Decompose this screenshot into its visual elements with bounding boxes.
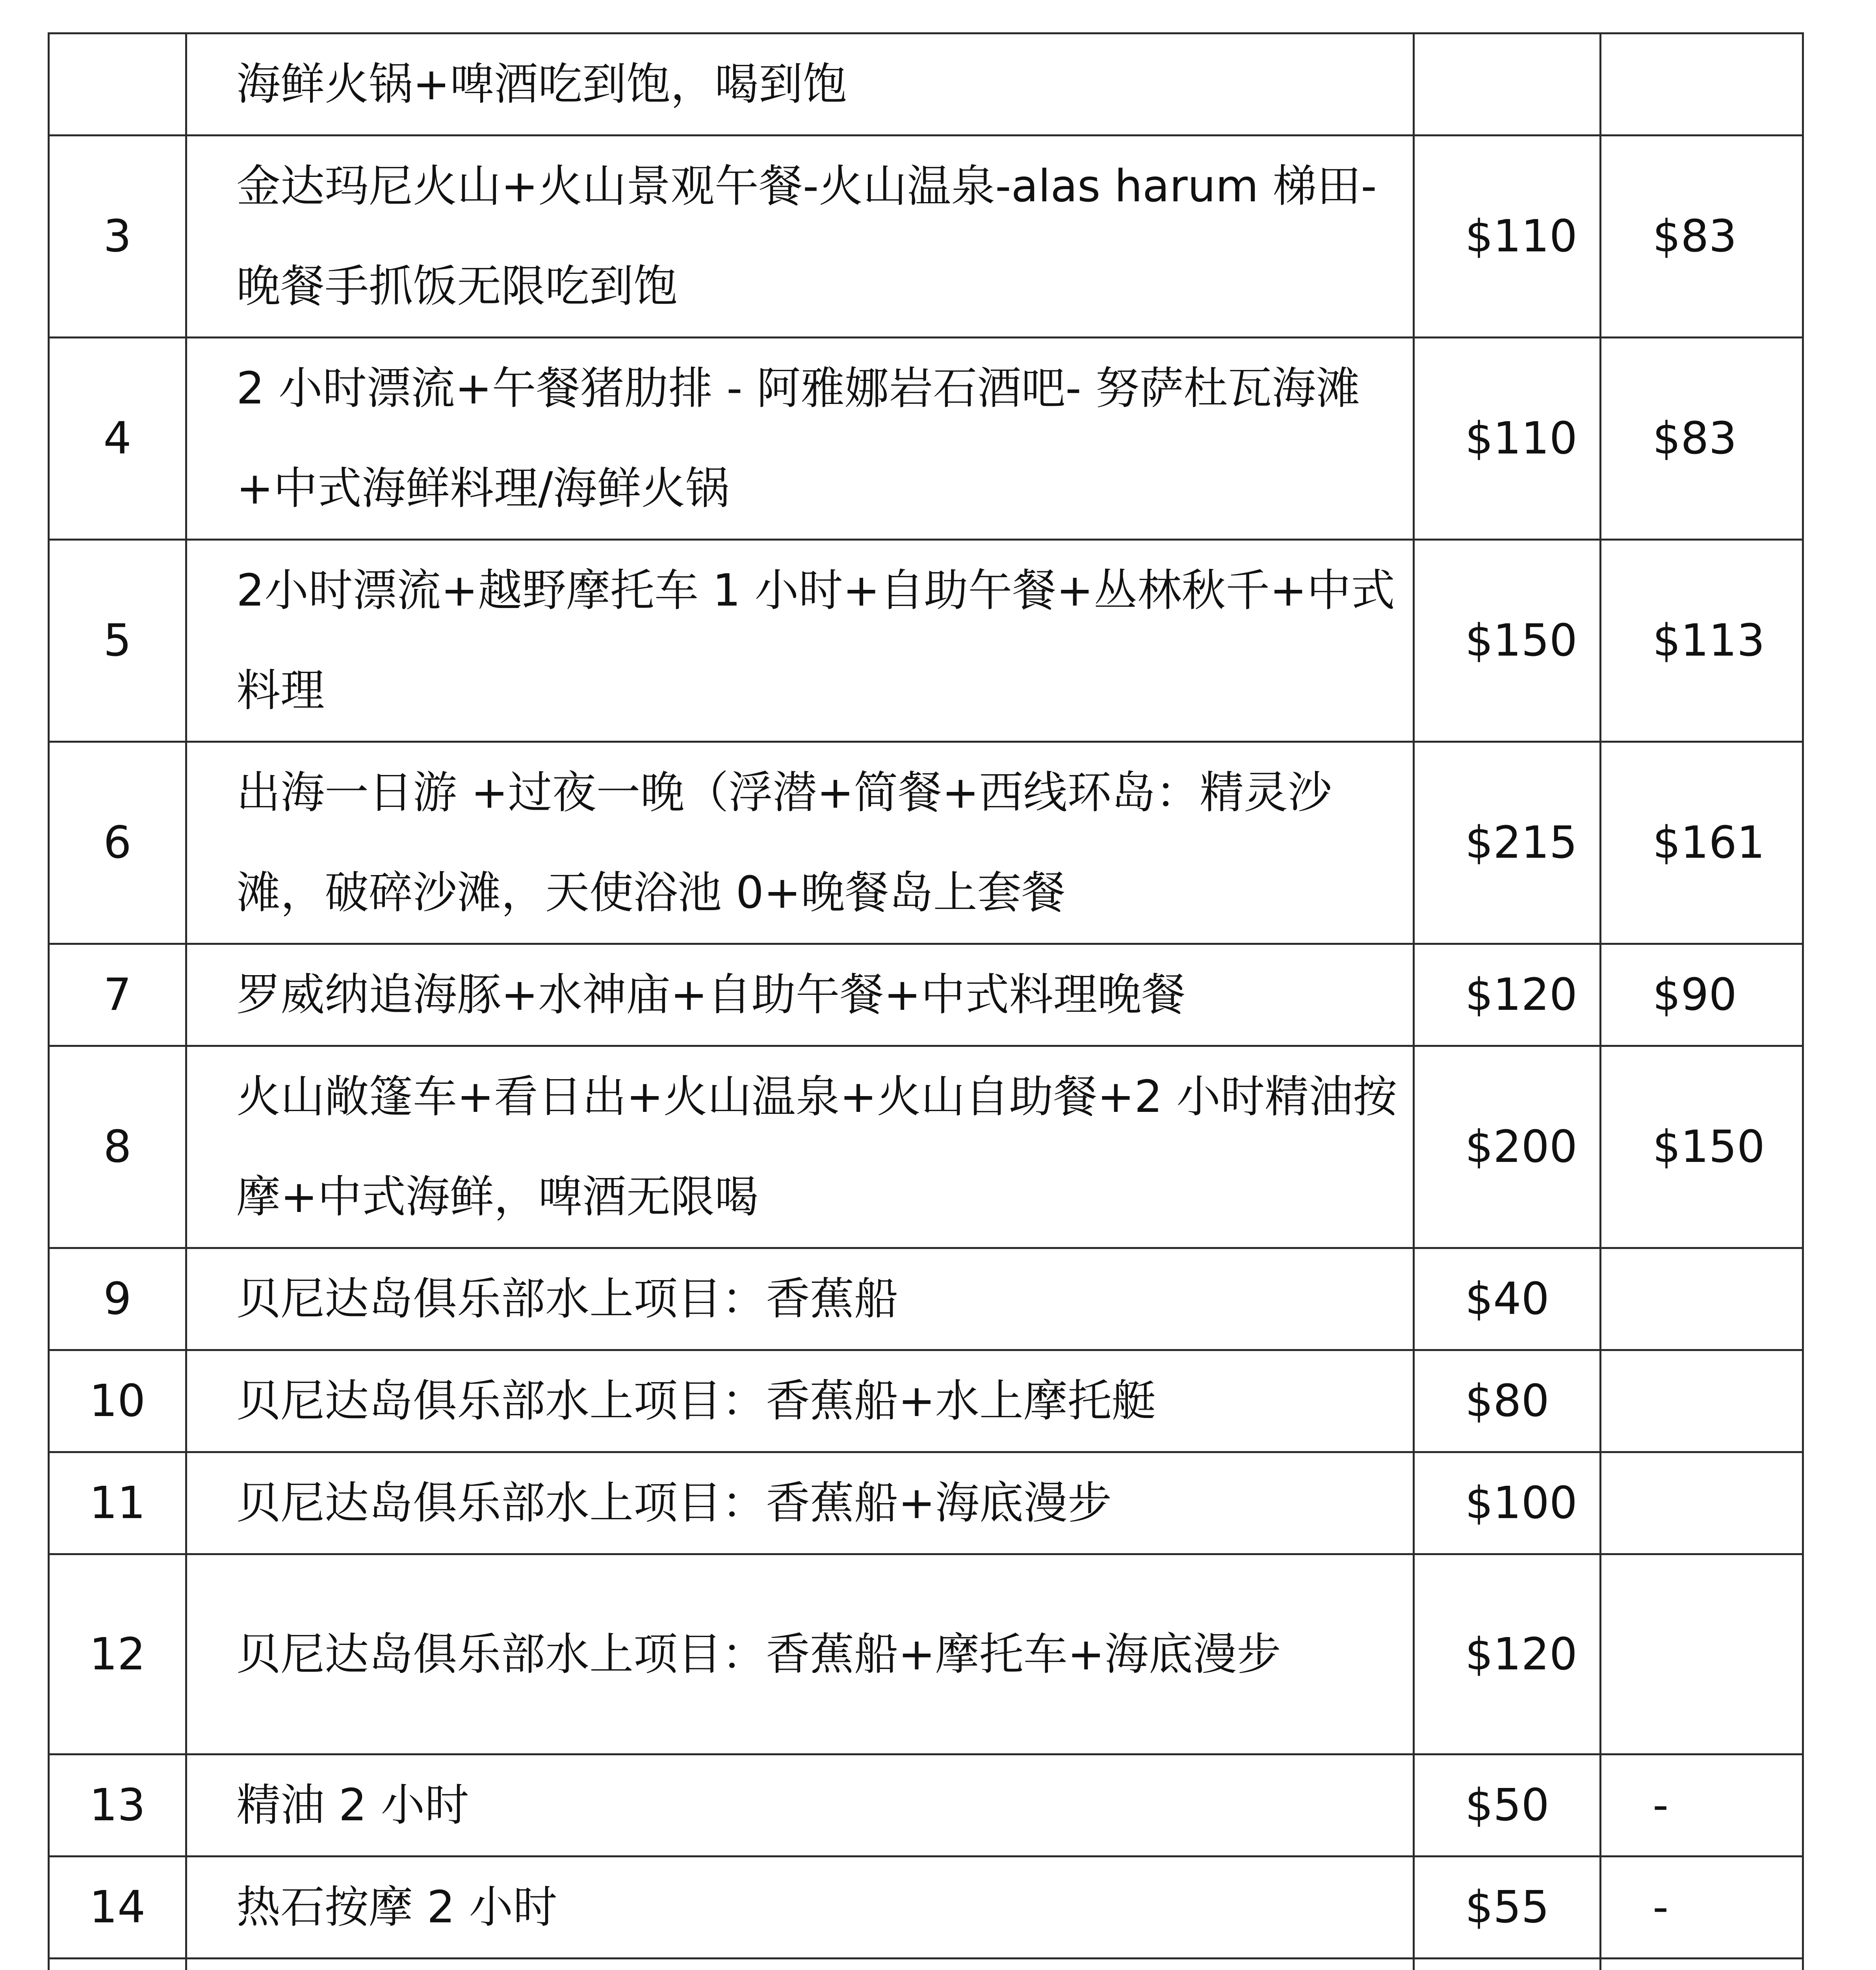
price-cell: $40 xyxy=(1414,1248,1601,1350)
price-secondary-cell xyxy=(1601,1452,1803,1554)
price-cell xyxy=(1414,33,1601,136)
tour-description: 金达玛尼火山+火山景观午餐-火山温泉-alas harum 梯田-晚餐手抓饭无限吃到饱 xyxy=(186,136,1414,338)
table-row xyxy=(49,1959,1803,1970)
price-secondary-cell: $113 xyxy=(1601,540,1803,742)
row-number: 5 xyxy=(49,540,186,742)
tour-description: 贝尼达岛俱乐部水上项目：香蕉船+海底漫步 xyxy=(186,1452,1414,1554)
table-row xyxy=(49,1350,1803,1452)
row-number xyxy=(49,1959,186,1970)
tour-description: 火山敞篷车+看日出+火山温泉+火山自助餐+2 小时精油按摩+中式海鲜，啤酒无限喝 xyxy=(186,1046,1414,1248)
row-number: 10 xyxy=(49,1350,186,1452)
price-secondary-cell: - xyxy=(1601,1754,1803,1857)
price-cell: $100 xyxy=(1414,1452,1601,1554)
tour-description: 出海一日游 +过夜一晚（浮潜+简餐+西线环岛：精灵沙滩，破碎沙滩，天使浴池 0+晚餐岛上套餐 xyxy=(186,742,1414,944)
table-row xyxy=(49,136,1803,338)
price-secondary-cell: $83 xyxy=(1601,136,1803,338)
row-number: 14 xyxy=(49,1857,186,1959)
price-cell: $55 xyxy=(1414,1857,1601,1959)
price-secondary-cell: - xyxy=(1601,1857,1803,1959)
tour-description: 贝尼达岛俱乐部水上项目：香蕉船 xyxy=(186,1248,1414,1350)
tour-description: 2 小时漂流+午餐猪肋排 - 阿雅娜岩石酒吧- 努萨杜瓦海滩+中式海鲜料理/海鲜火锅 xyxy=(186,338,1414,540)
price-cell xyxy=(1414,1959,1601,1970)
row-number: 6 xyxy=(49,742,186,944)
price-cell: $200 xyxy=(1414,1046,1601,1248)
row-number: 7 xyxy=(49,944,186,1046)
price-cell: $80 xyxy=(1414,1350,1601,1452)
table-row xyxy=(49,1857,1803,1959)
price-cell: $110 xyxy=(1414,136,1601,338)
tour-description: 2小时漂流+越野摩托车 1 小时+自助午餐+丛林秋千+中式料理 xyxy=(186,540,1414,742)
price-cell: $215 xyxy=(1414,742,1601,944)
row-number: 12 xyxy=(49,1554,186,1754)
row-number: 9 xyxy=(49,1248,186,1350)
price-secondary-cell xyxy=(1601,1959,1803,1970)
price-cell: $110 xyxy=(1414,338,1601,540)
tour-description: 海鲜火锅+啤酒吃到饱，喝到饱 xyxy=(186,33,1414,136)
table-row xyxy=(49,1248,1803,1350)
price-cell: $50 xyxy=(1414,1754,1601,1857)
table-row xyxy=(49,33,1803,136)
price-secondary-cell: $90 xyxy=(1601,944,1803,1046)
tour-description: 精油 2 小时 xyxy=(186,1754,1414,1857)
table-row xyxy=(49,338,1803,540)
row-number xyxy=(49,33,186,136)
tour-description: 贝尼达岛俱乐部水上项目：香蕉船+摩托车+海底漫步 xyxy=(186,1554,1414,1754)
row-number: 3 xyxy=(49,136,186,338)
price-secondary-cell xyxy=(1601,33,1803,136)
table-row xyxy=(49,540,1803,742)
tour-description: 贝尼达岛俱乐部水上项目：香蕉船+水上摩托艇 xyxy=(186,1350,1414,1452)
table-row xyxy=(49,1754,1803,1857)
price-cell: $120 xyxy=(1414,1554,1601,1754)
tour-description: 罗威纳追海豚+水神庙+自助午餐+中式料理晚餐 xyxy=(186,944,1414,1046)
price-cell: $120 xyxy=(1414,944,1601,1046)
price-secondary-cell xyxy=(1601,1554,1803,1754)
price-secondary-cell: $161 xyxy=(1601,742,1803,944)
price-table xyxy=(48,32,1804,1970)
price-cell: $150 xyxy=(1414,540,1601,742)
table-row xyxy=(49,1452,1803,1554)
table-row xyxy=(49,944,1803,1046)
price-secondary-cell xyxy=(1601,1248,1803,1350)
tour-description: 热石按摩 2 小时 xyxy=(186,1857,1414,1959)
row-number: 11 xyxy=(49,1452,186,1554)
row-number: 13 xyxy=(49,1754,186,1857)
table-row xyxy=(49,1554,1803,1754)
row-number: 8 xyxy=(49,1046,186,1248)
price-secondary-cell xyxy=(1601,1350,1803,1452)
price-secondary-cell: $83 xyxy=(1601,338,1803,540)
table-row xyxy=(49,742,1803,944)
row-number: 4 xyxy=(49,338,186,540)
table-row xyxy=(49,1046,1803,1248)
price-secondary-cell: $150 xyxy=(1601,1046,1803,1248)
tour-description xyxy=(186,1959,1414,1970)
